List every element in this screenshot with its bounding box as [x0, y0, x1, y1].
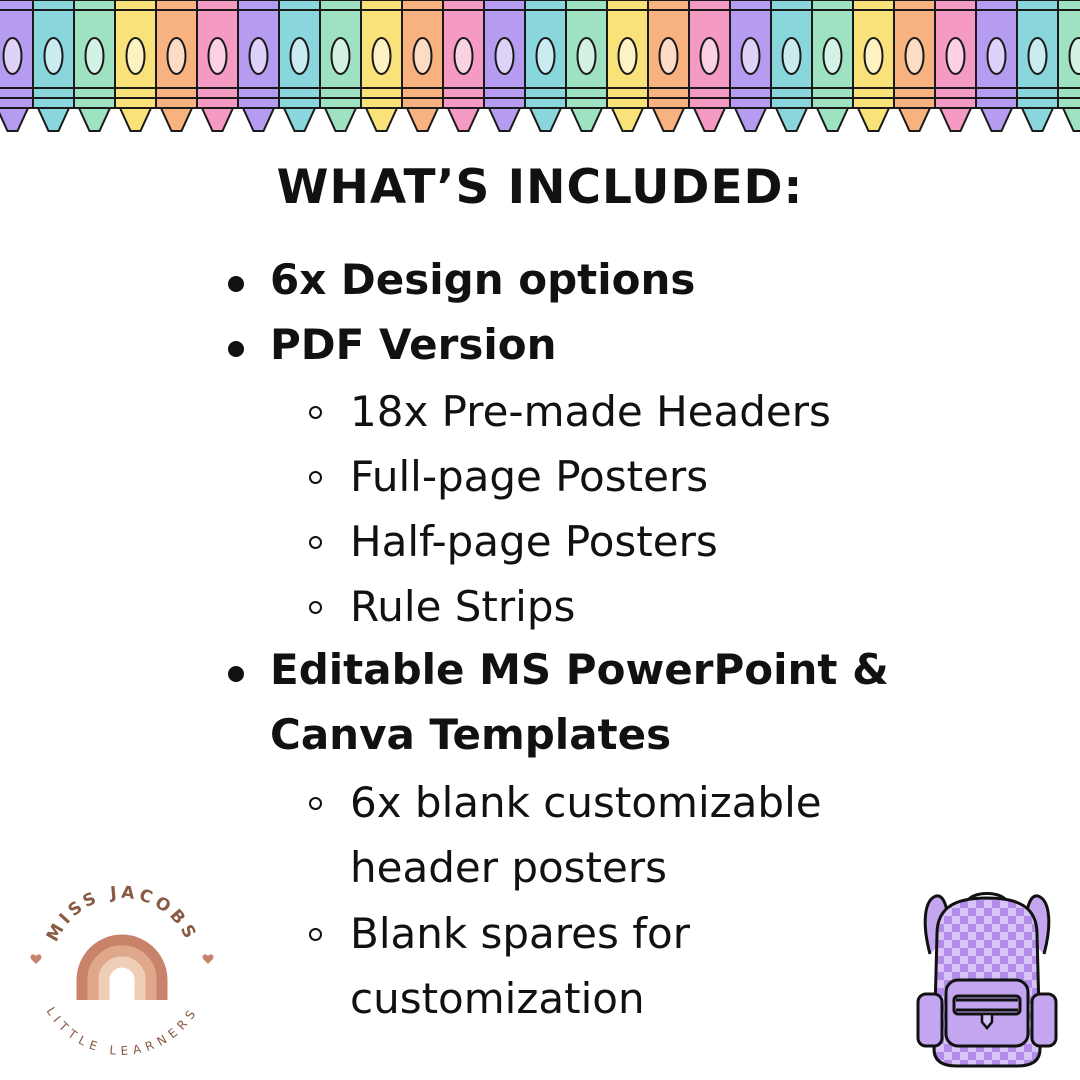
rainbow-icon [82, 940, 162, 1000]
sub-item-blank-headers-line1: 6x blank customizable [350, 778, 822, 827]
crayon-icon [1058, 0, 1080, 131]
circle-bullet-icon [309, 928, 322, 941]
crayon-icon [566, 0, 607, 131]
logo [22, 868, 222, 1068]
circle-bullet-icon [309, 601, 322, 614]
sub-item-full-page: Full-page Posters [350, 452, 709, 501]
crayon-icon [771, 0, 812, 131]
crayon-icon [279, 0, 320, 131]
crayon-icon [443, 0, 484, 131]
crayon-icon [74, 0, 115, 131]
crayon-icon [115, 0, 156, 131]
bullet-icon [228, 276, 244, 292]
logo-subtitle-text: LITTLE LEARNERS [43, 1004, 201, 1058]
sub-item-blank-headers-line2: header posters [350, 843, 668, 892]
crayon-icon [238, 0, 279, 131]
circle-bullet-icon [309, 406, 322, 419]
crayon-icon [197, 0, 238, 131]
crayon-icon [361, 0, 402, 131]
sub-item-half-page: Half-page Posters [350, 517, 718, 566]
page-title: WHAT’S INCLUDED: [276, 160, 804, 215]
list-item-pdf-version: PDF Version [270, 320, 557, 369]
crayon-icon [935, 0, 976, 131]
crayon-icon [525, 0, 566, 131]
list-item-editable-line1: Editable MS PowerPoint & [270, 645, 889, 694]
heart-icon [203, 954, 214, 964]
crayon-icon [1017, 0, 1058, 131]
crayon-icon [33, 0, 74, 131]
circle-bullet-icon [309, 536, 322, 549]
crayon-icon [730, 0, 771, 131]
crayon-icon [0, 0, 33, 131]
backpack-icon [912, 884, 1062, 1070]
crayon-icon [894, 0, 935, 131]
crayon-icon [320, 0, 361, 131]
sub-item-rule-strips: Rule Strips [350, 582, 576, 631]
crayon-icon [402, 0, 443, 131]
crayon-icon [156, 0, 197, 131]
bullet-icon [228, 341, 244, 357]
crayon-icon [812, 0, 853, 131]
heart-icon [31, 954, 42, 964]
bullet-icon [228, 666, 244, 682]
crayon-icon [484, 0, 525, 131]
crayon-icon [976, 0, 1017, 131]
crayon-icon [607, 0, 648, 131]
sub-item-headers: 18x Pre-made Headers [350, 387, 831, 436]
list-item-design-options: 6x Design options [270, 255, 696, 304]
logo-title-text: MISS JACOBS [42, 882, 202, 946]
crayon-icon [853, 0, 894, 131]
sub-item-blank-spares-line1: Blank spares for [350, 909, 690, 958]
circle-bullet-icon [309, 797, 322, 810]
crayon-icon [689, 0, 730, 131]
list-item-editable-line2: Canva Templates [270, 710, 672, 759]
sub-item-blank-spares-line2: customization [350, 974, 645, 1023]
crayon-border [0, 0, 1080, 140]
circle-bullet-icon [309, 471, 322, 484]
crayon-icon [648, 0, 689, 131]
